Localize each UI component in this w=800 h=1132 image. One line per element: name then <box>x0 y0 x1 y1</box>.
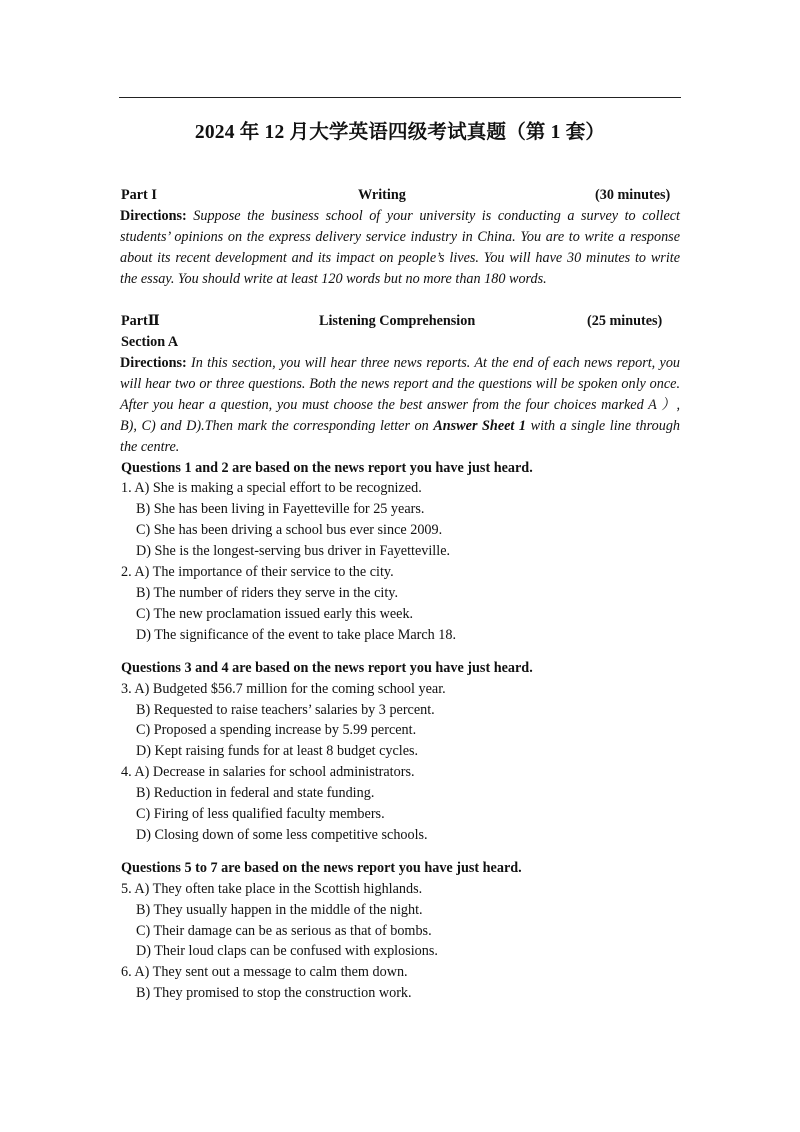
question-group-heading: Questions 1 and 2 are based on the news report you have just heard. <box>121 459 533 476</box>
part2-directions: Directions: In this section, you will hear three news reports. At the end of each news report, you will hear two or three questions. Both the news report and the questions will be spoken only once. After you hear a question, you must choose the best answer from the four choices marked A ）, B), C) and D).Then mark the corresponding letter on Answer Sheet 1 with a single line through the centre. <box>120 355 681 455</box>
part1-block <box>120 185 680 290</box>
answer-option: D) Closing down of some less competitive schools. <box>136 826 428 843</box>
answer-option: 5. A) They often take place in the Scottish highlands. <box>121 880 423 897</box>
section-a-heading: Section A <box>121 334 179 350</box>
answer-option: C) The new proclamation issued early this week. <box>136 605 414 622</box>
part1-directions: Directions: Suppose the business school of your university is conducting a survey to collect students’ opinions on the express delivery service industry in China. You are to write a response about its recent development and its impact on people’s lives. You will have 30 minutes to write the essay. You should write at least 120 words but no more than 180 words. <box>120 208 681 287</box>
answer-option: B) They promised to stop the construction work. <box>136 985 412 1002</box>
part1-label: Part I <box>121 187 157 203</box>
part1-header <box>120 185 680 206</box>
answer-option: D) The significance of the event to take place March 18. <box>136 626 457 643</box>
question-group-heading: Questions 5 to 7 are based on the news report you have just heard. <box>121 859 522 876</box>
answer-option: B) The number of riders they serve in the city. <box>136 584 398 601</box>
answer-option: 3. A) Budgeted $56.7 million for the coming school year. <box>121 680 446 697</box>
part2-name: Listening Comprehension <box>319 313 476 329</box>
answer-option: D) Their loud claps can be confused with explosions. <box>136 943 438 960</box>
answer-option: 6. A) They sent out a message to calm them down. <box>121 964 408 981</box>
answer-option: B) They usually happen in the middle of the night. <box>136 901 423 918</box>
answer-option: D) She is the longest-serving bus driver in Fayetteville. <box>136 543 451 560</box>
answer-option: B) She has been living in Fayetteville for 25 years. <box>136 501 425 518</box>
top-rule <box>119 97 681 98</box>
answer-option: C) Firing of less qualified faculty members. <box>136 806 385 823</box>
part2-header <box>120 311 680 332</box>
answer-option: D) Kept raising funds for at least 8 budget cycles. <box>136 743 419 760</box>
answer-option: C) She has been driving a school bus ever since 2009. <box>136 522 443 539</box>
page-title: 2024 年 12 月大学英语四级考试真题（第 1 套） <box>194 122 606 143</box>
answer-option: C) Their damage can be as serious as that of bombs. <box>136 922 432 939</box>
answer-option: B) Requested to raise teachers’ salaries by 3 percent. <box>136 701 435 718</box>
answer-option: 1. A) She is making a special effort to be recognized. <box>121 480 422 497</box>
question-group-heading: Questions 3 and 4 are based on the news report you have just heard. <box>121 659 533 676</box>
part2-label: PartⅡ <box>121 313 160 329</box>
answer-option: 2. A) The importance of their service to the city. <box>121 564 394 581</box>
part1-time: (30 minutes) <box>595 187 671 203</box>
answer-option: 4. A) Decrease in salaries for school administrators. <box>121 764 415 781</box>
answer-option: C) Proposed a spending increase by 5.99 percent. <box>136 722 417 739</box>
part2-block <box>120 311 680 1004</box>
answer-option: B) Reduction in federal and state funding. <box>136 785 375 802</box>
part1-name: Writing <box>358 187 406 203</box>
part2-time: (25 minutes) <box>587 313 663 329</box>
